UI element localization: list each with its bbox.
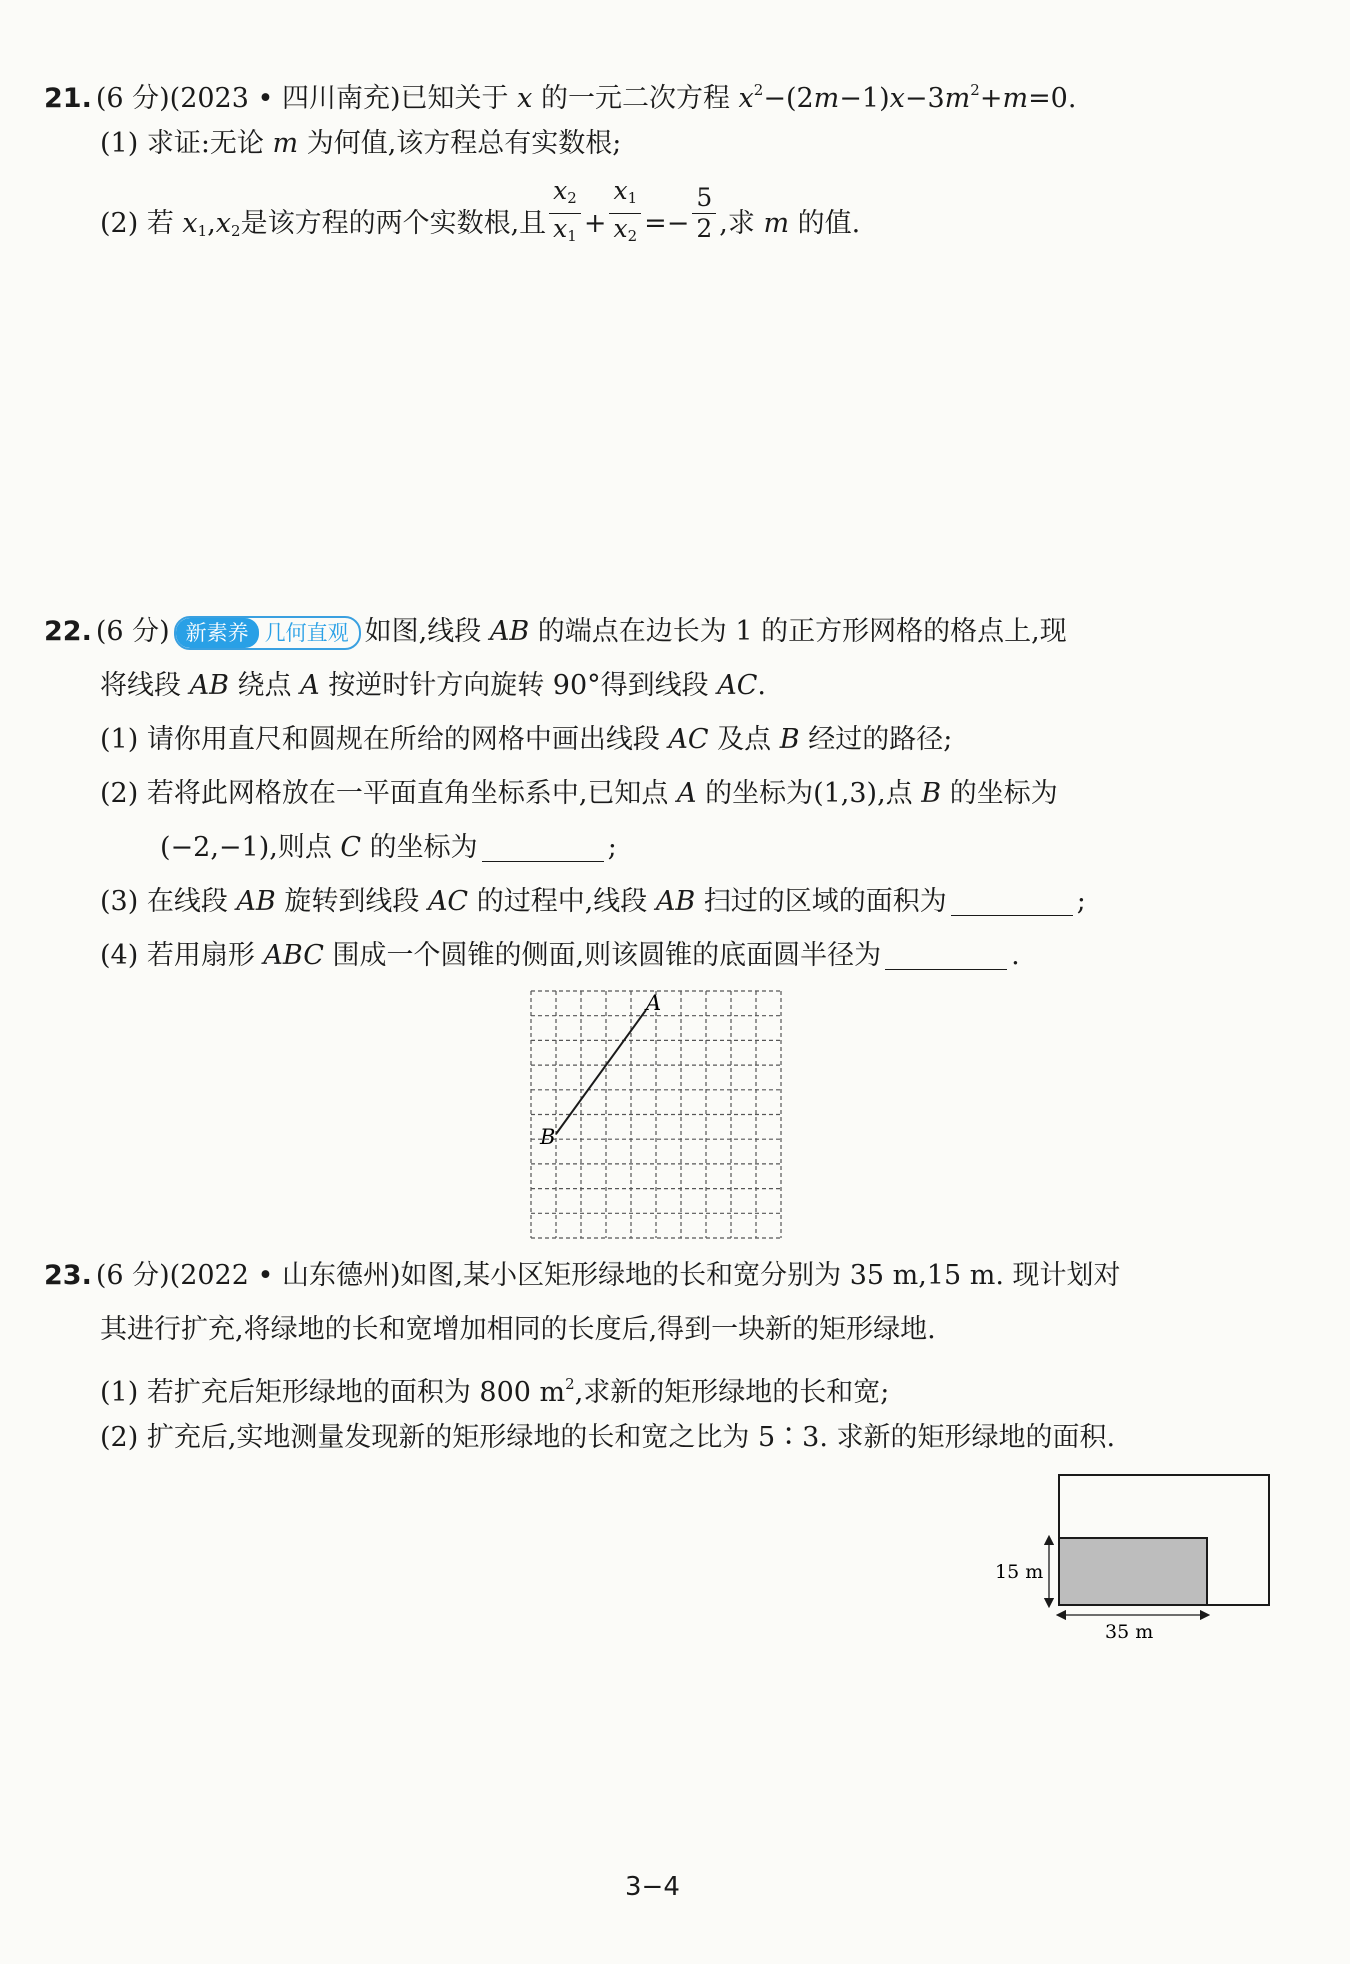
- page-number: 3−4: [625, 1872, 680, 1902]
- eq-part: −(2: [763, 83, 814, 114]
- answer-blank-c-coordinate[interactable]: [482, 835, 604, 862]
- grid-lines: [531, 991, 781, 1238]
- point-B: B: [921, 778, 942, 809]
- var-m: m: [763, 208, 790, 239]
- segment-AB: AB: [189, 670, 229, 701]
- text: 扫过的区域的面积为: [695, 886, 947, 917]
- frac-var: x: [553, 176, 568, 205]
- eq-m: m: [1002, 83, 1029, 114]
- subscript: 2: [231, 222, 241, 240]
- text: ,求: [719, 208, 764, 239]
- eq-part: +: [979, 83, 1003, 114]
- eq-x: x: [738, 83, 754, 114]
- new-literacy-badge: [174, 616, 361, 650]
- point-A: A: [300, 670, 320, 701]
- text: (1) 请你用直尺和圆规在所给的网格中画出线段: [100, 724, 669, 755]
- q22-part-2-cont: [160, 828, 617, 868]
- segment-AB: AB: [236, 886, 276, 917]
- text: .: [757, 670, 766, 701]
- q23-line-1: [44, 1256, 1121, 1296]
- text: 如图,线段: [364, 616, 490, 647]
- q22-grid-figure: [528, 988, 786, 1242]
- q22-line-1: [44, 612, 1067, 652]
- frac-var: x: [613, 176, 628, 205]
- q23-number: 23.: [44, 1260, 92, 1291]
- segment-AC: AC: [427, 886, 469, 917]
- var-x: x: [182, 208, 198, 239]
- eq-m: m: [944, 83, 971, 114]
- segment-AC: AC: [668, 724, 709, 755]
- text: 围成一个圆锥的侧面,则该圆锥的底面圆半径为: [323, 940, 882, 971]
- eq-part: −3: [904, 83, 945, 114]
- text: (6 分)(2022 • 山东德州)如图,某小区矩形绿地的长和宽分别为 35 m,15 m. 现计划对: [95, 1260, 1121, 1291]
- text: ;: [607, 832, 617, 863]
- sector-ABC: ABC: [263, 940, 324, 971]
- text: 的端点在边长为 1 的正方形网格的格点上,现: [529, 616, 1067, 647]
- original-green-area: [1059, 1538, 1207, 1605]
- text: ;: [1076, 886, 1086, 917]
- q21-head: (6 分)(2023 • 四川南充)已知关于: [95, 83, 518, 114]
- subscript: 1: [197, 222, 208, 240]
- width-label: 15 m: [995, 1561, 1044, 1583]
- q22-part-4: [100, 936, 1020, 976]
- q21-part-2: [100, 176, 861, 251]
- q23-line-2: [100, 1310, 936, 1350]
- text: (2) 若将此网格放在一平面直角坐标系中,已知点: [100, 778, 677, 809]
- label-B: B: [540, 1125, 556, 1149]
- frac-num: 5: [692, 183, 716, 214]
- text: (2) 若: [100, 208, 183, 239]
- point-A: A: [677, 778, 697, 809]
- text: (3) 在线段: [100, 886, 237, 917]
- equals-sign: =−: [644, 208, 690, 239]
- text: ,求新的矩形绿地的长和宽;: [574, 1377, 890, 1408]
- text: 是该方程的两个实数根,且: [240, 208, 547, 239]
- frac-den: 2: [696, 214, 713, 243]
- label-A: A: [646, 991, 662, 1015]
- q23-part-2: [100, 1418, 1115, 1458]
- q21-part-1: [100, 124, 621, 164]
- plus-sign: +: [583, 208, 607, 239]
- frac-sub: 1: [627, 189, 638, 207]
- q21-number: 21.: [44, 83, 92, 114]
- q22-score: (6 分): [95, 616, 170, 647]
- frac-sub: 2: [627, 227, 638, 245]
- eq-exp: 2: [753, 81, 764, 99]
- text: 旋转到线段: [275, 886, 428, 917]
- badge-main-label: 新素养: [176, 618, 259, 648]
- var-x: x: [215, 208, 232, 239]
- eq-part: −1): [839, 83, 890, 114]
- eq-exp: 2: [970, 81, 980, 99]
- q21-line-1: [44, 70, 1076, 119]
- q22-line-2: [100, 666, 766, 706]
- frac-sub: 2: [567, 189, 577, 207]
- eq-part: =0.: [1028, 83, 1077, 114]
- badge-sub-label: 几何直观: [264, 620, 349, 645]
- point-B: B: [779, 724, 800, 755]
- text: 的坐标为: [941, 778, 1058, 809]
- q22-part-1: [100, 720, 952, 760]
- answer-blank-swept-area[interactable]: [951, 889, 1073, 916]
- q22-part-2: [100, 774, 1058, 814]
- text: 按逆时针方向旋转 90°得到线段: [319, 670, 718, 701]
- q22-part-3: [100, 882, 1086, 922]
- q22-number: 22.: [44, 616, 92, 647]
- text: 绕点: [228, 670, 301, 701]
- eq-m: m: [813, 83, 840, 114]
- q21-var-x: x: [517, 83, 533, 114]
- text: 的坐标为(1,3),点: [696, 778, 922, 809]
- segment-AB: AB: [489, 616, 530, 647]
- text: 其进行扩充,将绿地的长和宽增加相同的长度后,得到一块新的矩形绿地.: [100, 1314, 936, 1345]
- point-C: C: [340, 832, 362, 863]
- text: 及点: [708, 724, 780, 755]
- fraction-x2-over-x1: [549, 176, 581, 251]
- superscript: 2: [565, 1375, 575, 1393]
- text: .: [1011, 940, 1020, 971]
- segment-AB: AB: [655, 886, 696, 917]
- fraction-5-over-2: [692, 183, 716, 244]
- text: 的值.: [789, 208, 861, 239]
- frac-var: x: [613, 214, 628, 243]
- text: (2) 扩充后,实地测量发现新的矩形绿地的长和宽之比为 5∶3. 求新的矩形绿地的面积.: [100, 1422, 1116, 1453]
- q23-part-1: [100, 1364, 889, 1413]
- frac-var: x: [553, 214, 568, 243]
- text: (1) 求证:无论: [100, 128, 273, 159]
- text: 为何值,该方程总有实数根;: [298, 128, 622, 159]
- text: ,: [207, 208, 216, 239]
- q23-rectangle-figure: [985, 1470, 1285, 1640]
- text: 经过的路径;: [799, 724, 953, 755]
- text: 将线段: [100, 670, 190, 701]
- text: 的坐标为: [361, 832, 478, 863]
- var-m: m: [272, 128, 299, 159]
- fraction-x1-over-x2: [609, 176, 641, 251]
- eq-x: x: [889, 83, 905, 114]
- answer-blank-cone-radius[interactable]: [885, 943, 1007, 970]
- segment-AB-line: [556, 1010, 646, 1134]
- text: 的过程中,线段: [468, 886, 656, 917]
- frac-sub: 1: [567, 227, 577, 245]
- length-label: 35 m: [1105, 1621, 1154, 1640]
- text: (−2,−1),则点: [160, 832, 341, 863]
- segment-AC: AC: [717, 670, 758, 701]
- q21-head2: 的一元二次方程: [532, 83, 739, 114]
- text: (1) 若扩充后矩形绿地的面积为 800 m: [100, 1377, 566, 1408]
- text: (4) 若用扇形: [100, 940, 264, 971]
